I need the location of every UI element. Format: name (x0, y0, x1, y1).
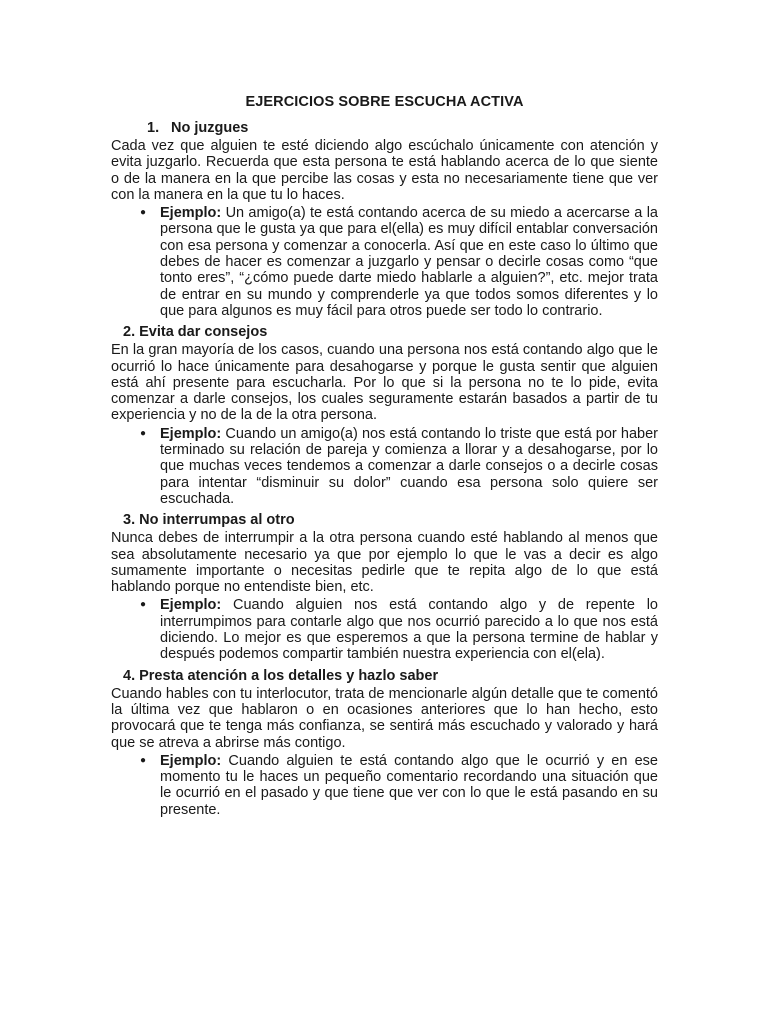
document-page (111, 92, 658, 818)
section-evita-dar-consejos (111, 322, 658, 507)
section-no-juzgues (111, 118, 658, 319)
section-heading: 3. No interrumpas al otro (123, 512, 295, 529)
example-label: Ejemplo: (160, 205, 222, 222)
section-heading: 4. Presta atención a los detalles y hazlo saber (123, 667, 439, 684)
example-label: Ejemplo: (160, 752, 222, 769)
bullet-icon: ● (140, 207, 147, 219)
bullet-icon: ● (140, 599, 147, 611)
example-bullet (111, 426, 658, 507)
example-label: Ejemplo: (160, 425, 222, 442)
section-heading: 2. Evita dar consejos (123, 324, 268, 341)
example-text: Un amigo(a) te está contando acerca de su miedo a acercarse a la persona que le gusta ya que para el(ella) es muy difícil entablar conversación con esa persona y comenzar a conocerla. Así que en este caso lo último que debes de hacer es comenzar a juzgarlo y pensar o decirle cosas como “que tonto eres”, “¿cómo puede darte miedo hablarle a alguien?”, etc. mejor trata de entrar en su mundo y comprenderle ya que todos somos diferentes y lo que para algunos es muy fácil para otros puede ser todo lo contrario. (160, 205, 658, 319)
section-heading-text: No juzgues (171, 120, 249, 136)
section-paragraph: Nunca debes de interrumpir a la otra persona cuando esté hablando al menos que sea absolutamente necesario ya que por ejemplo lo que le vas a decir es algo sumamente importante o necesitas pedirle que te repita algo de lo que está hablando porque no entendiste bien, etc. (111, 530, 658, 596)
example-text: Cuando alguien nos está contando algo y de repente lo interrumpimos para contarle algo que nos ocurrió parecido a lo que nos está diciendo. Lo mejor es que esperemos a que la persona termine de hablar y después podemos compartir también nuestra experiencia con el(ela). (160, 597, 658, 663)
example-bullet (111, 753, 658, 818)
document-title: EJERCICIOS SOBRE ESCUCHA ACTIVA (245, 94, 524, 110)
section-number: 1. (147, 120, 160, 136)
example-text: Cuando un amigo(a) nos está contando lo triste que está por haber terminado su relación de pareja y comienza a llorar y a desahogarse, por lo que muchas veces tendemos a comenzar a darle consejos o a decirle cosas para intentar “disminuir su dolor” cuando esa persona solo quiere ser escuchada. (160, 425, 658, 507)
bullet-icon: ● (140, 427, 147, 439)
example-bullet (111, 597, 658, 662)
section-paragraph: Cuando hables con tu interlocutor, trata de mencionarle algún detalle que te comentó la última vez que hablaron o en ocasiones anteriores que lo han hecho, esto provocará que te tenga más confianza, se sentirá más escuchado y valorado y hará que se atreva a abrirse más contigo. (111, 685, 658, 751)
section-heading (111, 118, 658, 138)
example-label: Ejemplo: (160, 597, 222, 614)
section-no-interrumpas (111, 510, 658, 662)
example-bullet (111, 205, 658, 319)
example-text: Cuando alguien te está contando algo que le ocurrió y en ese momento tu le haces un pequeño comentario recordando una situación que le ocurrió en el pasado y que tiene que ver con lo que le está pasando en su presente. (160, 752, 658, 818)
section-paragraph: Cada vez que alguien te esté diciendo algo escúchalo únicamente con atención y evita juzgarlo. Recuerda que esta persona te está hablando acerca de lo que siente o de la manera en la que percibe las cosas y esta no necesariamente tiene que ver con la manera en la que tu lo haces. (111, 138, 658, 203)
bullet-icon: ● (140, 754, 147, 766)
section-presta-atencion (111, 666, 658, 818)
section-paragraph: En la gran mayoría de los casos, cuando una persona nos está contando algo que le ocurrió lo hace únicamente para desahogarse y porque le gusta sentir que alguien está ahí presente para escucharla. Por lo que si la persona no te lo pide, evita comenzar a darle consejos, los cuales seguramente estarán basados a partir de tu experiencia y no de la de la otra persona. (111, 342, 658, 424)
